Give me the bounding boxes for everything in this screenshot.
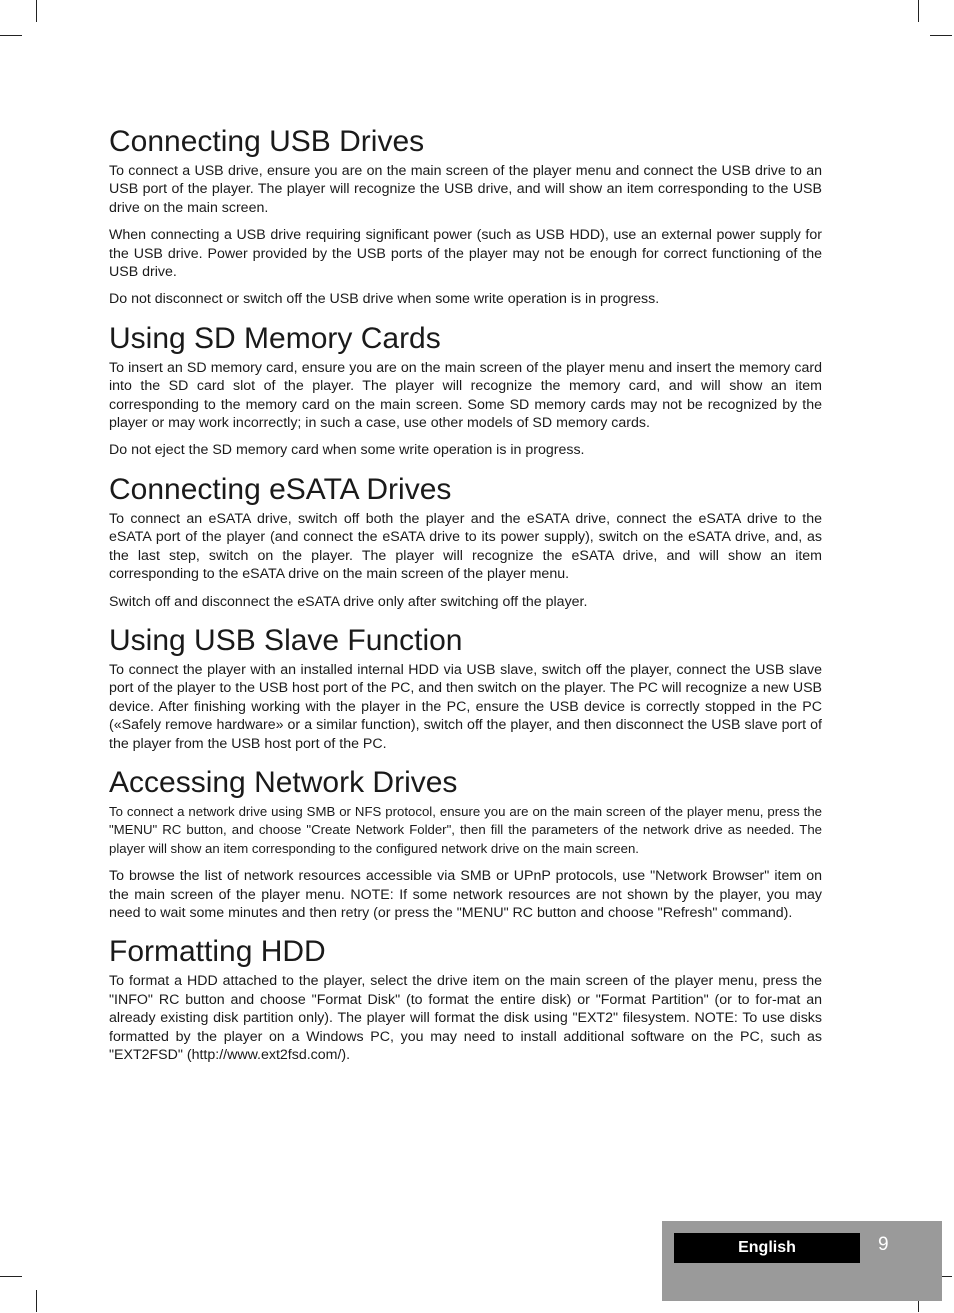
section-esata-drives bbox=[109, 472, 822, 611]
paragraph: When connecting a USB drive requiring significant power (such as USB HDD), use an external power supply for the USB drive. Power provided by the USB ports of the player may not be enough for correct functioning of the USB drive. bbox=[109, 227, 822, 281]
paragraph: To connect the player with an installed internal HDD via USB slave, switch off the player, connect the USB slave port of the player to the USB host port of the PC, and then switch on the player. The PC will recognize a new USB device. After finishing working with the player in the PC, ensure the USB device is correctly stopped in the PC («Safely remove hardware» or a similar function), switch off the player, and then disconnect the USB slave port of the player from the USB host port of the PC. bbox=[109, 661, 822, 752]
section-title: Using USB Slave Function bbox=[109, 623, 463, 657]
page-content bbox=[109, 124, 822, 1076]
crop-mark bbox=[0, 35, 22, 36]
crop-mark bbox=[36, 0, 37, 22]
paragraph: Switch off and disconnect the eSATA drive only after switching off the player. bbox=[109, 593, 588, 610]
crop-mark bbox=[930, 35, 952, 36]
section-usb-drives bbox=[109, 124, 822, 309]
paragraph: To connect a network drive using SMB or NFS protocol, ensure you are on the main screen of the player menu, press the "MENU" RC button, and choose "Create Network Folder", then fill the parameters of the network drive as needed. The player will show an item corresponding to the configured network drive on the main screen. bbox=[109, 803, 822, 856]
page-number: 9 bbox=[878, 1234, 889, 1255]
paragraph: To format a HDD attached to the player, select the drive item on the main screen of the player menu, press the "INFO" RC button and choose "Format Disk" (to format the entire disk) or "Format Partition" (or to for-mat an already existing disk partition only). The player will format the disk using "EXT2" filesystem. NOTE: To use disks formatted by the player on a Windows PC, you may need to install additional software on the PC, such as "EXT2FSD" (http://www.ext2fsd.com/). bbox=[109, 973, 822, 1063]
crop-mark bbox=[36, 1290, 37, 1312]
paragraph: To connect an eSATA drive, switch off both the player and the eSATA drive, connect the eSATA drive to the eSATA port of the player (and connect the eSATA drive to its power supply), switch on the eSATA drive, and, as the last step, switch on the player. The player will recognize the eSATA drive, and will show an item corresponding to the eSATA drive on the main screen of the player menu. bbox=[109, 510, 822, 583]
section-sd-cards bbox=[109, 321, 822, 460]
paragraph: Do not disconnect or switch off the USB drive when some write operation is in progress. bbox=[109, 291, 660, 308]
paragraph: To insert an SD memory card, ensure you are on the main screen of the player menu and insert the memory card into the SD card slot of the player. The player will recognize the memory card, and will show an item corresponding to the memory card on the main screen. Some SD memory cards may not be recognized by the player or may work incorrectly; in such a case, use other models of SD memory cards. bbox=[109, 359, 822, 432]
section-title: Accessing Network Drives bbox=[109, 765, 458, 799]
page-footer bbox=[662, 1221, 942, 1301]
section-usb-slave bbox=[109, 623, 822, 753]
paragraph: Do not eject the SD memory card when some write operation is in progress. bbox=[109, 442, 585, 459]
crop-mark bbox=[0, 1276, 22, 1277]
section-title: Connecting eSATA Drives bbox=[109, 472, 452, 506]
paragraph: To browse the list of network resources accessible via SMB or UPnP protocols, use "Network Browser" item on the main screen of the player menu. NOTE: If some network resources are not shown by the player, you may need to wait some minutes and then retry (or press the "MENU" RC button and choose "Refresh" command). bbox=[109, 868, 822, 921]
section-title: Using SD Memory Cards bbox=[109, 321, 441, 355]
section-title: Connecting USB Drives bbox=[109, 125, 425, 158]
paragraph: To connect a USB drive, ensure you are on the main screen of the player menu and connect the USB drive to an USB port of the player. The player will recognize the USB drive, and will show an item corresponding to the USB drive on the main screen. bbox=[109, 163, 822, 216]
language-label: English bbox=[674, 1233, 860, 1263]
crop-mark bbox=[918, 0, 919, 22]
section-network-drives bbox=[109, 765, 822, 922]
section-title: Formatting HDD bbox=[109, 935, 326, 969]
section-formatting-hdd bbox=[109, 934, 822, 1064]
